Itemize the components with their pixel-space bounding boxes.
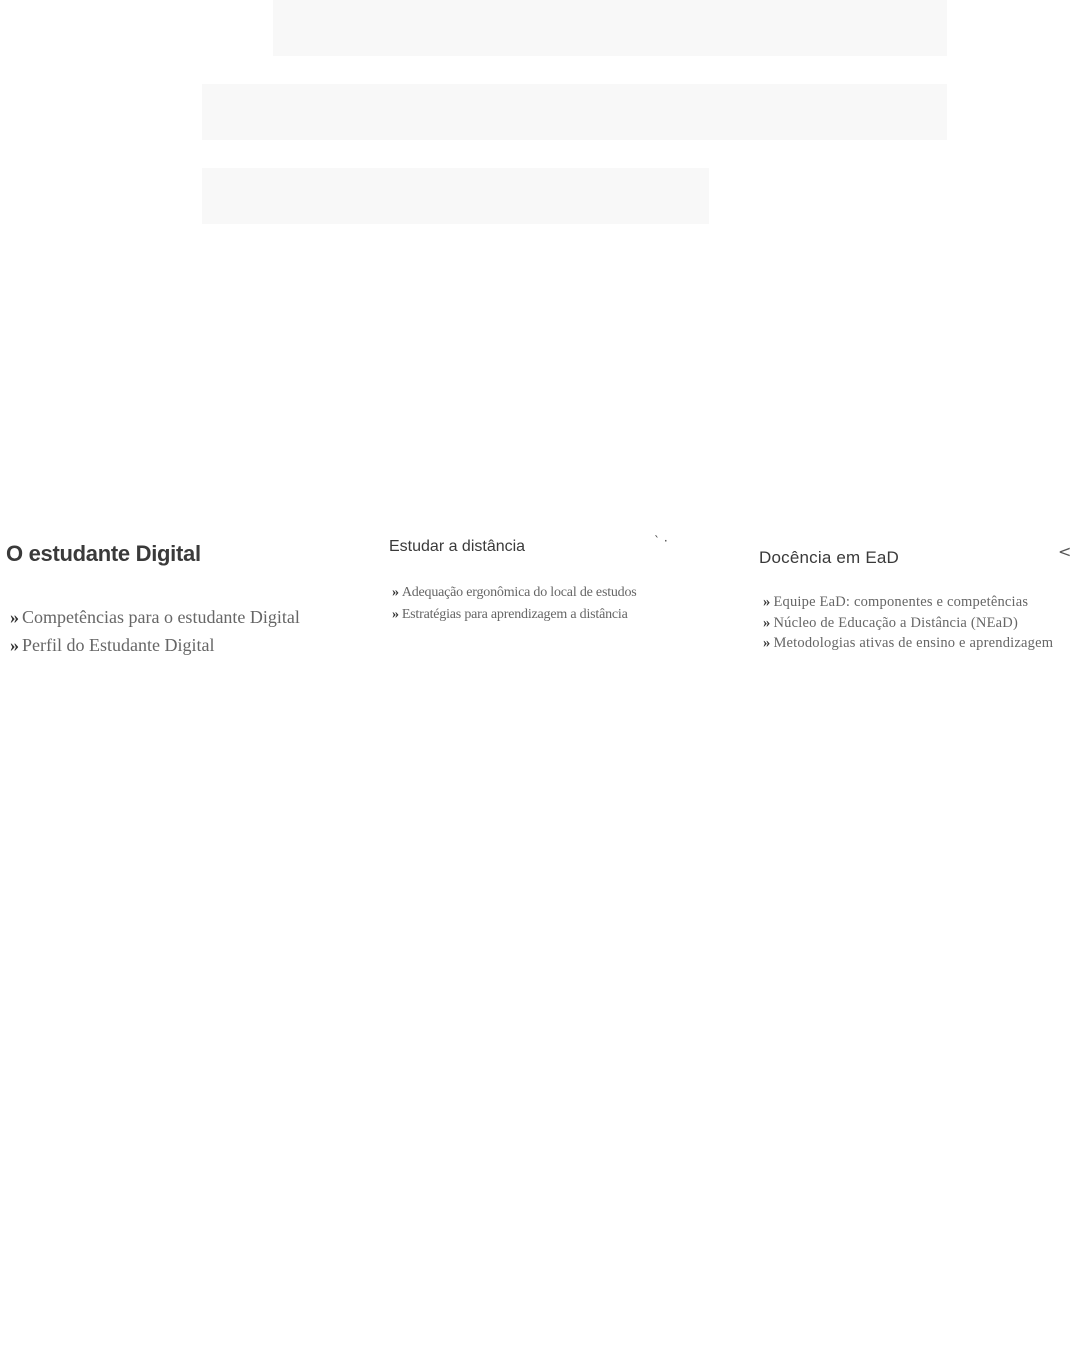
list-item: [392, 582, 689, 604]
link-metodologias-ativas[interactable]: Metodologias ativas de ensino e aprendizagem: [773, 635, 1054, 651]
bullet-icon: »: [763, 614, 771, 631]
bullet-icon: »: [10, 635, 19, 655]
link-nucleo-ead[interactable]: Núcleo de Educação a Distância (NEaD): [773, 614, 1018, 631]
loading-placeholder-bar: [202, 168, 709, 224]
bullet-icon: »: [392, 607, 399, 622]
link-list: [759, 592, 1081, 654]
list-item: [763, 613, 1081, 634]
link-perfil-estudante-digital[interactable]: Perfil do Estudante Digital: [22, 635, 215, 655]
list-item: [763, 633, 1081, 654]
bullet-icon: »: [10, 607, 19, 627]
chevron-left-icon[interactable]: <: [1058, 542, 1072, 561]
decorative-mark-icon: ` ·: [654, 534, 668, 548]
list-item: [10, 631, 366, 659]
list-item: [392, 604, 689, 626]
bullet-icon: »: [763, 594, 771, 610]
card-title: Docência em EaD: [759, 548, 900, 567]
loading-placeholder-bar: [273, 0, 947, 56]
list-item: [10, 603, 366, 631]
link-list: [389, 582, 689, 626]
card-estudar-a-distancia: [389, 534, 689, 626]
list-item: [763, 592, 1081, 613]
bullet-icon: »: [392, 585, 399, 600]
link-list: [6, 603, 366, 659]
card-title: Estudar a distância: [389, 538, 526, 555]
link-adequacao-ergonomica[interactable]: Adequação ergonômica do local de estudos: [401, 585, 637, 600]
link-estrategias-aprendizagem[interactable]: Estratégias para aprendizagem a distância: [401, 607, 628, 622]
link-equipe-ead[interactable]: Equipe EaD: componentes e competências: [773, 594, 1029, 610]
card-docencia-em-ead: [759, 542, 1081, 654]
link-competencias-estudante-digital[interactable]: Competências para o estudante Digital: [22, 607, 300, 627]
card-title: O estudante Digital: [6, 541, 201, 566]
card-o-estudante-digital: [6, 541, 366, 659]
bullet-icon: »: [763, 635, 771, 651]
loading-placeholder-bar: [202, 84, 947, 140]
